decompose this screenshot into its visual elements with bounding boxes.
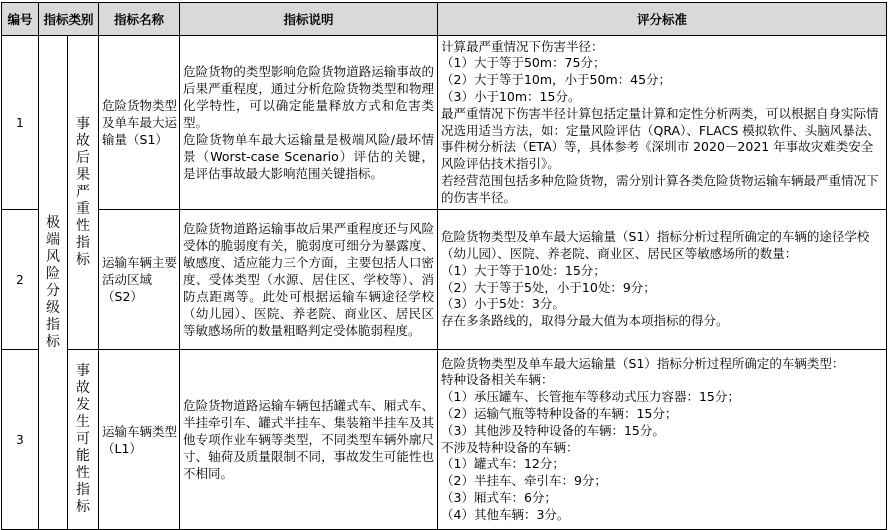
table-row [2,210,887,350]
criteria-line: （2）大于等于10m，小于50m：45分； [441,72,672,88]
row-number: 3 [2,350,39,530]
subcategory-likelihood [68,350,99,530]
criteria-line: 不涉及特种设备的车辆： [441,439,579,455]
indicator-name: 运输车辆主要活动区域（S2） [99,210,180,350]
vertical-char: 标 [76,252,90,268]
vertical-char: 分 [46,282,60,299]
scoring-criteria [438,350,887,530]
scoring-criteria [438,36,887,210]
row-number: 1 [2,36,39,210]
indicator-description [180,210,438,350]
subcategory-consequence [68,36,99,350]
vertical-char: 端 [46,231,60,248]
criteria-line: （2）大于等于5处，小于10处：9分； [441,279,656,295]
criteria-line: 最严重情况下伤害半径计算包括定量计算和定性分析两类，可以根据自身实际情况选用适当方法，如：定量风险评估（QRA）、FLACS 模拟软件、头脑风暴法、事件树分析法（ETA）等，具体参考《深圳市 2020－2021 年事故灾难类安全风险评估技术指引》。 [441,105,880,172]
vertical-char: 能 [76,448,90,464]
criteria-line: 存在多条路线的，取得分最大值为本项指标的得分。 [441,313,729,329]
description-paragraph: 危险货物道路运输车辆包括罐式车、厢式车、半挂牵引车、罐式半挂车、集装箱半挂车及其他专项作业车辆等类型，不同类型车辆外廓尺寸、轴荷及质量限制不同，事故发生可能性也不相同。 [183,398,435,481]
description-paragraph: 危险货物道路运输事故后果严重程度还与风险受体的脆弱度有关，脆弱度可细分为暴露度、敏感度、适应能力三个方面，主要包括人口密度、受体类型（水源、居住区、学校等）、消防点距离等。此处可根据运输车辆途径学校（幼儿园）、医院、养老院、商业区、居民区等敏感场所的数量粗略判定受体脆弱程度。 [183,221,435,338]
header-indicator-name: 指标名称 [99,3,180,36]
vertical-char: 故 [76,380,90,396]
vertical-char: 标 [76,499,90,515]
vertical-char: 严 [76,184,90,200]
header-category: 指标类别 [39,3,99,36]
criteria-line: （4）其他车辆：3分。 [441,506,570,522]
description-paragraph: 危险货物单车最大运输量是极端风险/最坏情景（Worst-case Scenario）评估的关键，是评估事故最大影响范围关键指标。 [183,132,435,181]
vertical-char: 事 [76,116,90,132]
header-row [2,3,887,36]
header-description: 指标说明 [180,3,438,36]
criteria-line: 危险货物类型及单车最大运输量（S1）指标分析过程所确定的车辆类型： [441,355,845,371]
indicator-description [180,350,438,530]
vertical-char: 生 [76,414,90,430]
vertical-char: 指 [76,482,90,498]
criteria-line: 若经营范围包括多种危险货物，需分别计算各类危险货物运输车辆最严重情况下的伤害半径。 [441,172,879,205]
criteria-line: （2）半挂车、牵引车：9分； [441,473,607,489]
table-row [2,350,887,530]
vertical-char: 可 [76,431,90,447]
criteria-line: （1）罐式车：12分； [441,456,565,472]
vertical-text [68,363,98,516]
indicator-name: 危险货物类型及单车最大运输量（S1） [99,36,180,210]
criteria-line: 特种设备相关车辆： [441,372,554,388]
vertical-char: 后 [76,150,90,166]
vertical-char: 险 [46,265,60,282]
description-paragraph: 危险货物的类型影响危险货物道路运输事故的后果严重程度，通过分析危险货物类型和物理化学特性，可以确定能量释放方式和危害类型。 [183,64,435,130]
vertical-char: 指 [76,235,90,251]
criteria-line: 危险货物类型及单车最大运输量（S1）指标分析过程所确定的车辆的途径学校（幼儿园）、医院、养老院、商业区、居民区等敏感场所的数量： [441,229,870,261]
vertical-text [68,116,98,269]
vertical-char: 发 [76,397,90,413]
vertical-char: 性 [76,218,90,234]
criteria-line: （1）大于等于50m：75分； [441,55,606,71]
criteria-line: （3）其他涉及特种设备的车辆：15分。 [441,422,665,438]
vertical-char: 标 [46,333,60,350]
criteria-line: （3）厢式车：6分； [441,489,557,505]
criteria-line: （3）小于10m：15分。 [441,88,581,104]
vertical-char: 指 [46,316,60,333]
vertical-char: 极 [46,214,60,231]
vertical-char: 重 [76,201,90,217]
table-row [2,36,887,210]
criteria-line: 计算最严重情况下伤害半径： [441,38,604,54]
vertical-char: 性 [76,465,90,481]
vertical-char: 级 [46,299,60,316]
criteria-line: （1）承压罐车、长管拖车等移动式压力容器：15分； [441,389,740,405]
indicator-name: 运输车辆类型（L1） [99,350,180,530]
criteria-line: （1）大于等于10处：15分； [441,262,606,278]
indicator-table [1,2,887,530]
row-number: 2 [2,210,39,350]
vertical-char: 风 [46,248,60,265]
major-category [39,36,68,530]
scoring-criteria [438,210,887,350]
header-criteria: 评分标准 [438,3,887,36]
vertical-char: 果 [76,167,90,183]
vertical-text [39,215,67,351]
vertical-char: 事 [76,363,90,379]
vertical-char: 故 [76,133,90,149]
criteria-line: （2）运输气瓶等特种设备的车辆：15分； [441,405,678,421]
indicator-description [180,36,438,210]
criteria-line: （3）小于5处：3分。 [441,296,565,312]
header-number: 编号 [2,3,39,36]
